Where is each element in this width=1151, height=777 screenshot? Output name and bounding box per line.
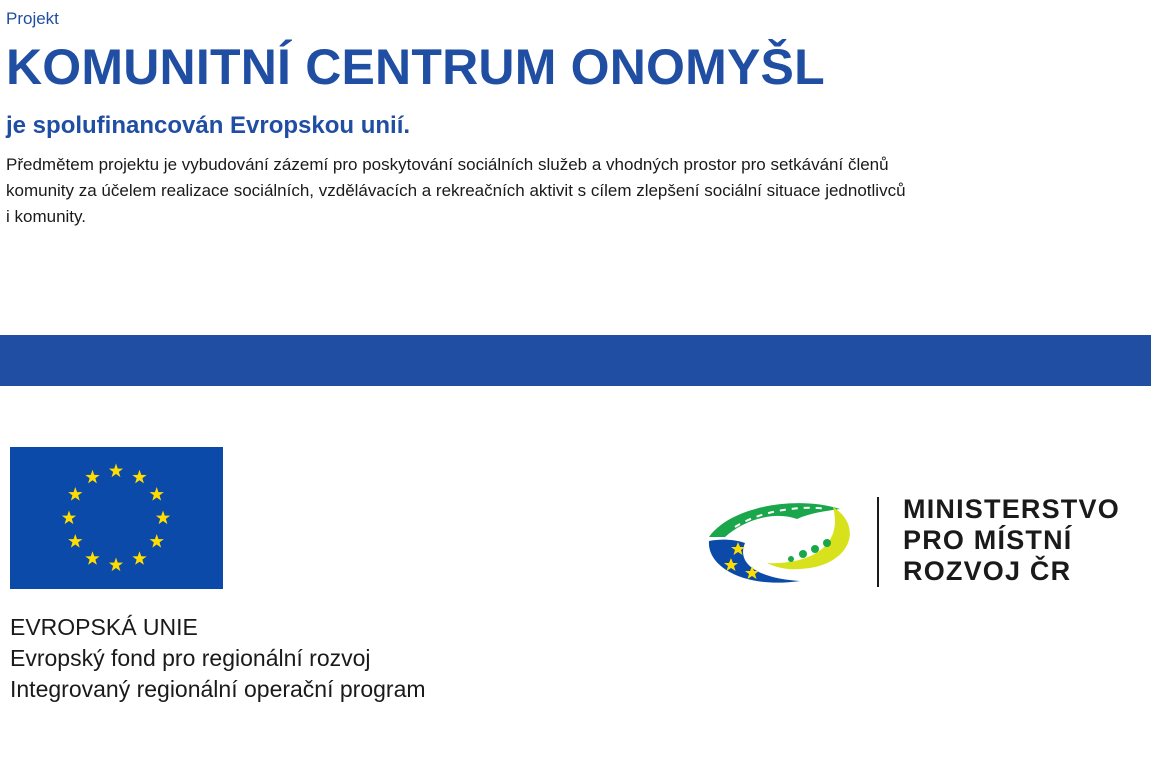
project-description xyxy=(6,152,1126,230)
project-label: Projekt xyxy=(6,9,59,28)
eu-fund-name: Evropský fond pro regionální rozvoj xyxy=(10,645,371,671)
ministry-name xyxy=(903,494,1120,587)
logo-divider xyxy=(877,497,879,587)
eu-program-name: Integrovaný regionální operační program xyxy=(10,676,426,702)
ministry-line: PRO MÍSTNÍ xyxy=(903,525,1073,555)
description-line: Předmětem projektu je vybudování zázemí pro poskytování sociálních služeb a vhodných prostor pro setkávání členů xyxy=(6,155,889,174)
ministry-line: ROZVOJ ČR xyxy=(903,556,1072,586)
description-line: i komunity. xyxy=(6,207,86,226)
project-title: KOMUNITNÍ CENTRUM ONOMYŠL xyxy=(6,39,825,95)
mmr-logo-icon xyxy=(705,497,860,587)
eu-name: EVROPSKÁ UNIE xyxy=(10,614,198,640)
description-line: komunity za účelem realizace sociálních, vzdělávacích a rekreačních aktivit s cílem zlepšení sociální situace jednotlivců xyxy=(6,181,906,200)
eu-program-text xyxy=(10,612,426,705)
blue-divider-band xyxy=(0,335,1151,386)
project-subtitle: je spolufinancován Evropskou unií. xyxy=(6,112,411,139)
eu-flag-icon xyxy=(10,447,223,589)
ministry-line: MINISTERSTVO xyxy=(903,494,1120,524)
